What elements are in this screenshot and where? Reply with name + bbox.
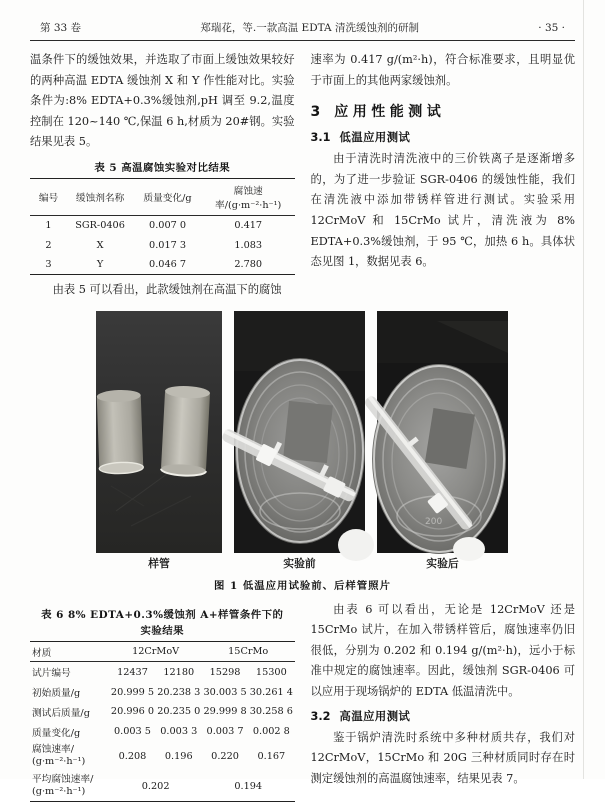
rate-label-line2: (g·m⁻²·h⁻¹): [32, 756, 86, 768]
table5: [30, 178, 295, 275]
table5-cell: 0.417: [234, 220, 263, 232]
section-3-1-heading: [311, 129, 576, 145]
table6-row-label: [30, 771, 109, 801]
table6-row-label: 质量变化/g: [32, 727, 81, 739]
section-3-2-heading: [311, 708, 576, 724]
table6-row-label: [30, 742, 109, 772]
table-row: [30, 771, 295, 801]
table6-cell: 0.208: [118, 750, 147, 762]
paragraph-high-temp-test: 鉴于锅炉清洗时系统中多种材质共存，我们对 12CrMoV，15CrMo 和 20G 三种材质同时存在时测定缓蚀剂的高温腐蚀速率，结果见表 7。: [310, 730, 575, 785]
section-title: 应用性能测试: [334, 104, 446, 121]
table6-header-material: 材质: [30, 641, 109, 662]
section-number: 3.1: [310, 131, 331, 145]
table6-cell: 20.996 0: [110, 706, 155, 718]
table6-cell: 12180: [163, 666, 195, 678]
figure-1: [30, 311, 575, 592]
table6-cell: 0.167: [257, 750, 286, 762]
table6-cell: 29.999 8: [203, 706, 247, 718]
avg-rate-label-line2: (g·m⁻²·h⁻¹): [32, 786, 86, 798]
photo-after-experiment: [377, 311, 508, 553]
table6-cell: 20.999 5: [110, 686, 155, 698]
table6: [30, 641, 295, 802]
photo-caption-sample-tube: 样管: [148, 556, 170, 570]
table6-header-row: [30, 641, 295, 662]
left-column-bottom: [30, 600, 295, 802]
table-row: [30, 662, 295, 682]
header-volume: 第 33 卷: [40, 22, 82, 34]
left-column-top: [30, 50, 295, 301]
table6-title-line2: 实验结果: [140, 624, 185, 637]
paragraph-low-temp-test: 由于清洗时清洗液中的三价铁离子是逐渐增多的，为了进一步验证 SGR-0406 的缓蚀性能，我们在清洗液中添加带锈样管进行测试。实验采用 12CrMoV 和 15CrMo 试片，清洗液为 8% EDTA+0.3%缓蚀剂，于 95 ℃，加热 6 h。具体状态见图 1，数据见表 6。: [310, 152, 575, 269]
table6-title-line1: 表 6 8% EDTA+0.3%缓蚀剂 A+样管条件下的: [41, 608, 284, 621]
table6-cell: 0.220: [211, 750, 239, 762]
figure-photo-row: [96, 311, 575, 553]
table5-cell: 0.007 0: [149, 220, 187, 232]
table5-cell: 0.017 3: [149, 239, 187, 251]
table5-cell: 2.780: [234, 258, 263, 270]
right-column-top: [311, 50, 576, 301]
photo-before-experiment: [234, 311, 365, 553]
table5-cell: X: [96, 239, 104, 251]
section-title: 高温应用测试: [339, 709, 411, 723]
table6-cell: 30.261 4: [249, 686, 293, 698]
rate-label-line1: 腐蚀速率/: [32, 744, 75, 756]
table5-cell: Y: [96, 258, 104, 270]
table6-cell: 0.003 3: [160, 726, 198, 738]
paragraph-table6-discussion: 由表 6 可以看出，无论是 12CrMoV 还是 15CrMo 试片，在加入带锈样管后，腐蚀速率仍旧很低，分别为 0.202 和 0.194 g/(m²·h)，远小于标准中规定的腐蚀速率。因此，缓蚀剂 SGR-0406 可以应用于现场锅炉的 EDTA 低温清洗中。: [310, 602, 575, 699]
header-page-number: · 35 ·: [538, 22, 565, 34]
running-head: [30, 20, 575, 40]
table6-group-15crmo: 15CrMo: [202, 641, 295, 662]
table5-header-cell: 腐蚀速率/(g·m⁻²·h⁻¹): [202, 178, 295, 215]
paragraph-table5-comment: 由表 5 可以看出，此款缓蚀剂在高温下的腐蚀: [52, 283, 282, 297]
beaker-graduation-label: 200: [425, 516, 443, 527]
section-number: 3.2: [310, 709, 331, 723]
table-row: [30, 215, 295, 235]
table6-cell: 20.235 0: [157, 706, 201, 718]
photo-caption-before: 实验前: [283, 556, 316, 570]
figure-1-caption: 图 1 低温应用试验前、后样管照片: [214, 579, 391, 592]
header-rule: [30, 40, 575, 41]
section-3-heading: [311, 101, 576, 121]
table5-cell: 1: [45, 220, 52, 232]
table5-cell: SGR-0406: [75, 220, 125, 232]
table5-cell: 0.046 7: [149, 258, 187, 270]
table5-header-cell: 缓蚀剂名称: [67, 178, 133, 215]
table-row: [30, 702, 295, 722]
table6-cell: 0.003 7: [206, 726, 244, 738]
top-columns: [30, 50, 575, 301]
table5-header-row: [30, 178, 295, 215]
bottom-columns: [30, 600, 575, 802]
table6-cell: 15298: [209, 666, 241, 678]
table5-cell: 3: [45, 258, 52, 270]
table5-header-cell: 编号: [30, 178, 67, 215]
table6-cell: 0.196: [164, 750, 193, 762]
header-article-title: 郑瑞花，等.一款高温 EDTA 清洗缓蚀剂的研制: [200, 22, 419, 34]
paragraph-corrosion-rate: 速率为 0.417 g/(m²·h)，符合标准要求，且明显优于市面上的其他两家缓蚀剂。: [310, 53, 575, 87]
table6-group-12crmov: 12CrMoV: [109, 641, 202, 662]
table6-cell-avg-15crmo: 0.194: [234, 780, 263, 792]
table6-cell: 30.258 6: [249, 706, 293, 718]
table6-cell: 30.003 5: [203, 686, 247, 698]
photo-caption-after: 实验后: [426, 556, 459, 570]
table5-cell: 1.083: [234, 239, 263, 251]
right-column-bottom: [311, 600, 576, 802]
table6-cell: 20.238 3: [157, 686, 201, 698]
paragraph-high-temp-intro: 温条件下的缓蚀效果，并选取了市面上缓蚀效果较好的两种高温 EDTA 缓蚀剂 X 和 Y 作性能对比。实验条件为:8% EDTA+0.3%缓蚀剂,pH 调至 9.2,温度控制在 120~140 ℃,保温 6 h,材质为 20#钢。实验结果见表 5。: [30, 53, 295, 149]
table-row: [30, 255, 295, 275]
section-title: 低温应用测试: [339, 131, 411, 145]
table6-row-label: 初始质量/g: [32, 688, 81, 700]
table6-cell: 0.002 8: [252, 726, 290, 738]
table5-title: 表 5 高温腐蚀实验对比结果: [94, 161, 231, 174]
table5-header-cell: 质量变化/g: [133, 178, 202, 215]
section-number: 3: [310, 104, 321, 121]
scan-edge-line: [583, 0, 584, 779]
table-row: [30, 742, 295, 772]
table6-cell: 15300: [255, 666, 287, 678]
table5-cell: 2: [45, 239, 52, 251]
table6-cell-avg-12crmov: 0.202: [141, 780, 170, 792]
table6-row-label: 试片编号: [32, 668, 71, 680]
table-row: [30, 235, 295, 254]
table6-cell: 12437: [117, 666, 148, 678]
table-row: [30, 722, 295, 742]
table-row: [30, 682, 295, 702]
photo-captions: [96, 556, 575, 571]
table6-row-label: 测试后质量/g: [32, 707, 90, 719]
photo-sample-tubes: [96, 311, 222, 553]
avg-rate-label-line1: 平均腐蚀速率/: [32, 774, 94, 786]
table6-cell: 0.003 5: [113, 726, 151, 738]
